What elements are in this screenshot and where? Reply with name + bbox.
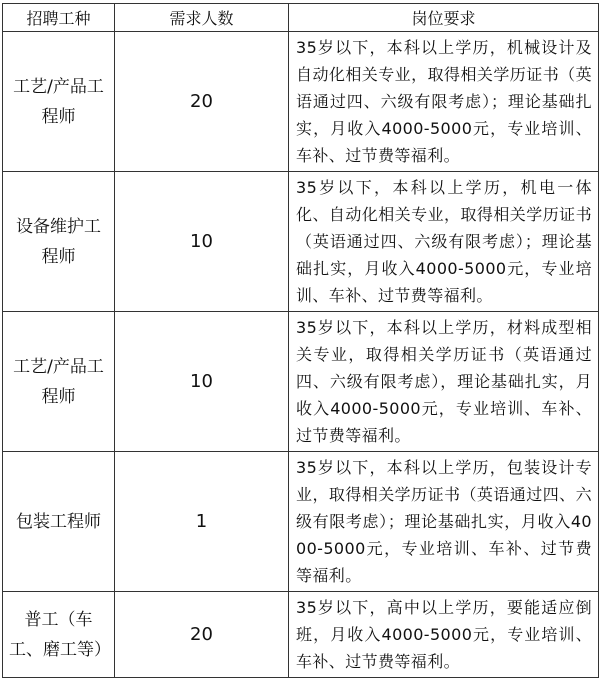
- table-row: [3, 452, 599, 592]
- headcount: 10: [115, 172, 289, 312]
- table-row: [3, 172, 599, 312]
- job-title: 工艺/产品工程师: [13, 356, 104, 407]
- job-requirements: 35岁以下，本科以上学历，包装设计专业，取得相关学历证书（英语通过四、六级有限考虑）；理论基础扎实，月收入4000-5000元，专业培训、车补、过节费等福利。: [289, 452, 599, 592]
- header-count: 需求人数: [115, 4, 289, 32]
- job-requirements: 35岁以下，本科以上学历，机电一体化、自动化相关专业，取得相关学历证书（英语通过四、六级有限考虑）；理论基础扎实，月收入4000-5000元，专业培训、车补、过节费等福利。: [289, 172, 599, 312]
- headcount: 1: [115, 452, 289, 592]
- table-row: [3, 592, 599, 678]
- job-requirements: 35岁以下，本科以上学历，机械设计及自动化相关专业，取得相关学历证书（英语通过四、六级有限考虑）；理论基础扎实，月收入4000-5000元，专业培训、车补、过节费等福利。: [289, 32, 599, 172]
- headcount: 20: [115, 592, 289, 678]
- table-row: [3, 312, 599, 452]
- job-title: 包装工程师: [16, 511, 101, 532]
- headcount: 10: [115, 312, 289, 452]
- recruitment-table: [2, 3, 599, 678]
- job-title: 工艺/产品工程师: [13, 76, 104, 127]
- job-requirements: 35岁以下，本科以上学历，材料成型相关专业，取得相关学历证书（英语通过四、六级有限考虑），理论基础扎实，月收入4000-5000元，专业培训、车补、过节费等福利。: [289, 312, 599, 452]
- job-title: 普工（车工、磨工等）: [9, 609, 111, 660]
- job-requirements: 35岁以下，高中以上学历，要能适应倒班，月收入4000-5000元，专业培训、车补、过节费等福利。: [289, 592, 599, 678]
- headcount: 20: [115, 32, 289, 172]
- table-header-row: [3, 4, 599, 32]
- table-row: [3, 32, 599, 172]
- header-requirements: 岗位要求: [289, 4, 599, 32]
- header-job: 招聘工种: [3, 4, 115, 32]
- job-title: 设备维护工程师: [16, 216, 101, 267]
